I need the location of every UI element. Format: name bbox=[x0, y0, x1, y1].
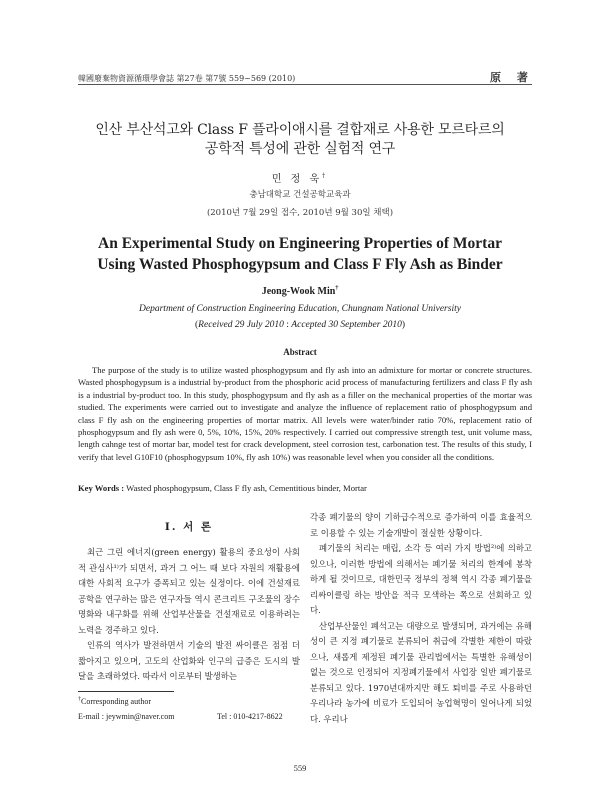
body-left-column bbox=[78, 545, 300, 685]
english-author bbox=[60, 286, 540, 297]
author-mark-en: † bbox=[335, 285, 339, 292]
keywords bbox=[78, 483, 532, 493]
korean-author bbox=[60, 170, 540, 185]
english-author-name: Jeong-Wook Min bbox=[261, 286, 336, 297]
keywords-text: Wasted phosphogypsum, Class F fly ash, Cementitious binder, Mortar bbox=[126, 483, 367, 493]
english-title bbox=[60, 233, 540, 275]
abstract-text: The purpose of the study is to utilize wasted phosphogypsum and fly ash into an admixture for mortar or concrete structures. Wasted phosphogypsum is a industrial by-product from the phosphoric acid process of manufacturing fertilizers and class F fly ash is a industrial by-product too. In this study, phosphogypsum and fly ash as a filler on the mechanical properties of the mortar was studied. The experiments were carried out to investigate and analyze the influence of replacement ratio of phosphogypsum and class F fly ash on the engineering properties of mortar matrix. All levels were water/binder ratio 70%, replacement ratio of phosphogypsum and fly ash were 0, 5%, 10%, 15%, 20% respectively. I carried out compressive strength test, unit volume mass, length cahnge test of mortar bar, model test for crack development, steel corrosion test, carbonation test. The results of this study, I verify that level G10F10 (phosphogypsum 10%, fly ash 10%) was reasonable level when you consider all the conditions. bbox=[78, 365, 532, 462]
footnote-mark: † bbox=[78, 696, 81, 703]
footnote-label: Corresponding author bbox=[81, 697, 151, 706]
page-number: 559 bbox=[293, 763, 307, 773]
body-paragraph: 최근 그린 에너지(green energy) 활용의 중요성이 사회적 관심사¹⁾가 되면서, 과거 그 어느 때 보다 자원의 재활용에 대한 사회적 요구가 증폭되고 있는 실정이다. 이에 건설재료공학을 연구하는 많은 연구자들 역시 콘크리트 구조물의 장수명화와 내구화를 위해 산업부산물을 건설재료로 이용하려는 노력을 경주하고 있다. bbox=[78, 547, 300, 635]
footnote-tel: Tel : 010-4217-8622 bbox=[217, 712, 283, 721]
korean-dates: (2010년 7월 29일 접수, 2010년 9월 30일 채택) bbox=[206, 208, 394, 218]
english-title-line-2: Using Wasted Phosphogypsum and Class F Fly Ash as Binder bbox=[97, 256, 503, 273]
footnote-email: E-mail : jeywmin@naver.com bbox=[78, 712, 175, 721]
korean-title-line-1: 인산 부산석고와 Class F 플라이애시를 결합재로 사용한 모르타르의 bbox=[95, 122, 505, 138]
body-right-column bbox=[310, 510, 532, 727]
journal-header: 韓國廢棄物資源循環學會誌 第27卷 第7號 559~569 (2010) bbox=[78, 74, 296, 83]
accepted-date: Accepted 30 September 2010 bbox=[291, 320, 402, 330]
korean-title-line-2: 공학적 특성에 관한 실험적 연구 bbox=[204, 141, 396, 157]
received-date: Received 29 July 2010 bbox=[198, 320, 284, 330]
korean-author-name: 민 정 욱 bbox=[271, 174, 323, 185]
english-affiliation: Department of Construction Engineering Education, Chungnam National University bbox=[139, 304, 461, 314]
section-heading-introduction: I. 서 론 bbox=[164, 521, 214, 533]
body-paragraph: 각종 폐기물의 양이 기하급수적으로 증가하여 이를 효율적으로 이용할 수 있는 기술개발이 절실한 상황이다. bbox=[310, 512, 532, 538]
korean-title bbox=[60, 121, 540, 159]
english-title-line-1: An Experimental Study on Engineering Properties of Mortar bbox=[98, 235, 502, 252]
body-paragraph: 폐기물의 처리는 매립, 소각 등 여러 가지 방법²⁾에 의하고 있으나, 이러한 방법에 의해서는 폐기물 처리의 한계에 봉착하게 될 것이므로, 대한민국 정부의 정책 역시 각종 폐기물을 리싸이클링 하는 방안을 적극 모색하는 쪽으로 선회하고 있다. bbox=[310, 543, 532, 615]
author-mark: † bbox=[322, 172, 329, 180]
date-separator: : bbox=[283, 320, 292, 330]
abstract-heading: Abstract bbox=[283, 347, 317, 357]
article-type-label: 原 著 bbox=[490, 71, 534, 84]
body-paragraph: 산업부산물인 폐석고는 대량으로 발생되며, 과거에는 유해성이 큰 지정 폐기물로 분류되어 취급에 각별한 제한이 따랐으나, 새롭게 제정된 폐기물 관리법에서는 특별한 유해성이 없는 것으로 인정되어 지정폐기물에서 사업장 일반 폐기물로 분류되고 있다. 1970년대까지만 해도 퇴비를 주로 사용하던 우리나라 농가에 비료가 도입되어 농업혁명이 일어나게 되었다. 우리나 bbox=[310, 620, 532, 724]
body-paragraph: 인류의 역사가 발전하면서 기술의 발전 싸이클은 점점 더 짧아지고 있으며, 고도의 산업화와 인구의 급증은 도시의 발달을 초래하였다. 따라서 이로부터 발생하는 bbox=[78, 640, 300, 681]
english-dates: (Received 29 July 2010 : Accepted 30 September 2010) bbox=[195, 320, 405, 330]
header-rule bbox=[78, 84, 532, 85]
keywords-label: Key Words : bbox=[78, 483, 125, 493]
footnote-corresponding bbox=[78, 697, 151, 706]
korean-affiliation: 충남대학교 건설공학교육과 bbox=[249, 190, 351, 200]
footnote-rule bbox=[78, 691, 174, 692]
